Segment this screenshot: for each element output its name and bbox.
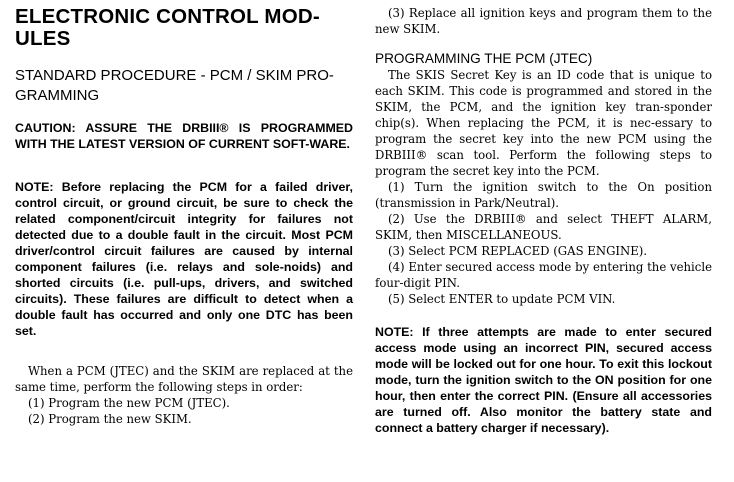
warning-note: NOTE: Before replacing the PCM for a failed driver, control circuit, or ground circuit, be sure to check the related component/circuit integrity for failures not detected due to a double fault in the circuit. Most PCM driver/control circuit failures are caused by internal component failures (i.e. relays and sole-noids) and shorted circuits (i.e. pull-ups, drivers, and switched circuits). These failures are difficult to detect when a double fault has occurred and only one DTC has been set. — [15, 180, 353, 338]
subsection-heading: PROGRAMMING THE PCM (JTEC) — [375, 51, 593, 66]
caution-note: CAUTION: ASSURE THE DRBIII® IS PROGRAMMED WITH THE LATEST VERSION OF CURRENT SOFT-WARE. — [15, 121, 353, 151]
step-item: (3) Replace all ignition keys and program them to the new SKIM. — [375, 6, 712, 36]
step-item: (3) Select PCM REPLACED (GAS ENGINE). — [388, 244, 648, 258]
description-paragraph: The SKIS Secret Key is an ID code that is unique to each SKIM. This code is programmed and stored in the SKIM, the PCM, and the ignition key tran-sponder chip(s). When replacing the PCM, it is nec-essary to program the secret key into the new PCM using the DRBIII® scan tool. Perform the following steps to program the secret key into the PCM. — [375, 68, 712, 178]
step-item: (4) Enter secured access mode by entering the vehicle four-digit PIN. — [375, 260, 712, 290]
step-item: (5) Select ENTER to update PCM VIN. — [388, 292, 616, 306]
section-title: ELECTRONIC CONTROL MOD-ULES — [15, 5, 320, 50]
procedure-heading: STANDARD PROCEDURE - PCM / SKIM PRO-GRAMMING — [15, 67, 334, 104]
step-item: (2) Program the new SKIM. — [28, 412, 192, 426]
right-column — [375, 0, 712, 436]
step-item: (2) Use the DRBIII® and select THEFT ALARM, SKIM, then MISCELLANEOUS. — [375, 212, 712, 242]
step-item: (1) Turn the ignition switch to the On position (transmission in Park/Neutral). — [375, 180, 712, 210]
step-item: (1) Program the new PCM (JTEC). — [28, 396, 230, 410]
left-column — [15, 0, 353, 427]
intro-paragraph: When a PCM (JTEC) and the SKIM are replaced at the same time, perform the following steps in order: — [15, 364, 353, 394]
lockout-note: NOTE: If three attempts are made to enter secured access mode using an incorrect PIN, secured access mode will be locked out for one hour. To exit this lockout mode, turn the ignition switch to the ON position for one hour, then enter the correct PIN. (Ensure all accessories are turned off. Also monitor the battery state and connect a battery charger if necessary). — [375, 325, 712, 435]
